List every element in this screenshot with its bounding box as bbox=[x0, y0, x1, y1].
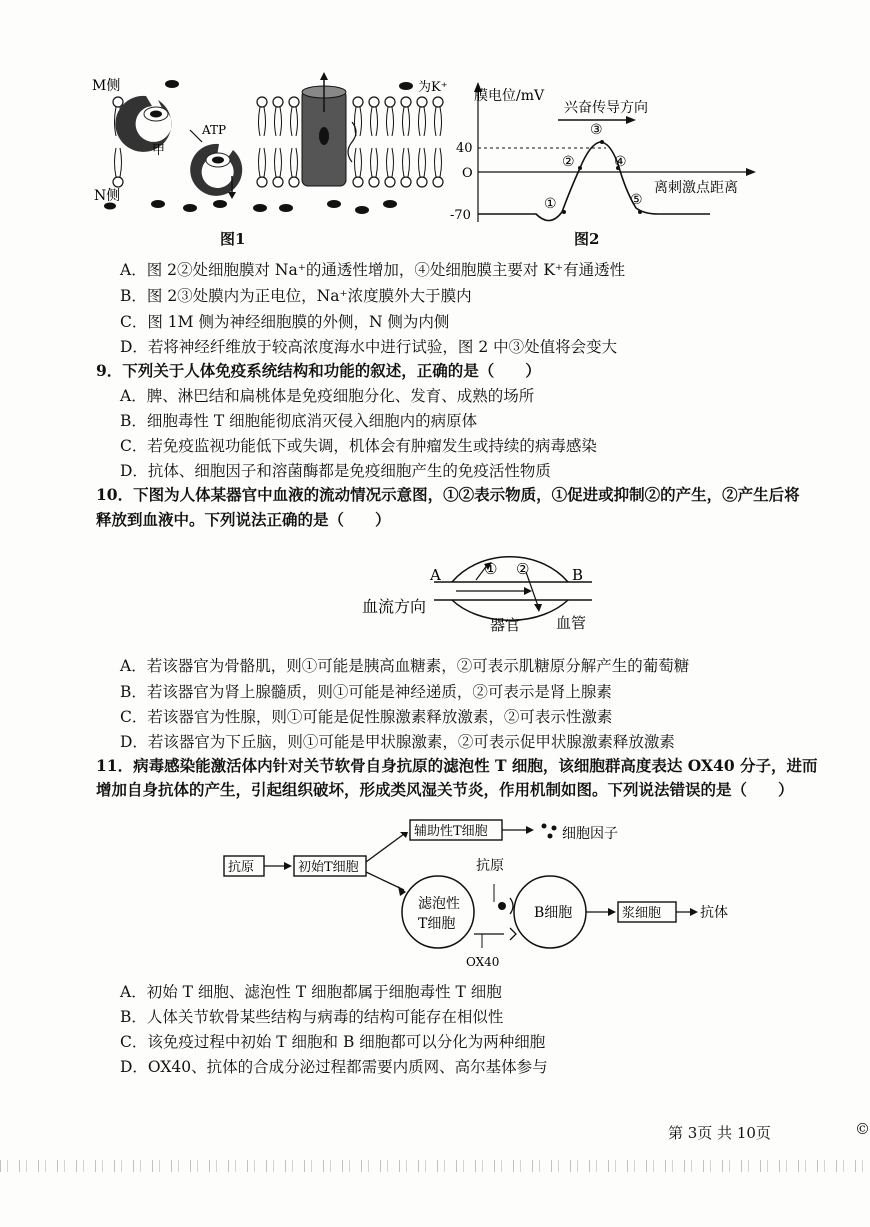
follicular-label-2: T细胞 bbox=[418, 916, 456, 932]
follicular-label-1: 滤泡性 bbox=[418, 896, 460, 912]
lipid-head bbox=[369, 97, 379, 107]
lipid-tail bbox=[259, 107, 266, 136]
q11-option-d: D．OX40、抗体的合成分泌过程都需要内质网、高尔基体参与 bbox=[120, 1058, 548, 1076]
y-axis-label: 膜电位/mV bbox=[474, 88, 545, 104]
blood-flow-label: 血流方向 bbox=[362, 597, 427, 616]
lipid-tail bbox=[419, 148, 426, 177]
q11-option-a: A．初始 T 细胞、滤泡性 T 细胞都属于细胞毒性 T 细胞 bbox=[120, 983, 502, 1001]
follicular-t-cell bbox=[402, 876, 474, 948]
q11-stem-line2: 增加自身抗体的产生，引起组织破坏，形成类风湿关节炎，作用机制如图。下列说法错误的是（ ） bbox=[96, 780, 794, 799]
lipid-head bbox=[289, 177, 299, 187]
lipid-tail bbox=[403, 107, 410, 136]
plasma-cell-label: 浆细胞 bbox=[622, 906, 662, 921]
point-2: ② bbox=[562, 154, 575, 170]
vessel-label: 血管 bbox=[556, 614, 587, 632]
q9-stem: 9．下列关于人体免疫系统结构和功能的叙述，正确的是（ ） bbox=[96, 361, 541, 380]
cytokine-label: 细胞因子 bbox=[562, 826, 618, 842]
lipid-head bbox=[417, 97, 427, 107]
cytokine-dots bbox=[542, 824, 557, 839]
tick-neg70: -70 bbox=[450, 208, 471, 223]
lipid-head bbox=[113, 177, 123, 187]
lipid-tail bbox=[291, 148, 298, 177]
lipid-tail bbox=[403, 148, 410, 177]
lipid-tail bbox=[275, 148, 282, 177]
antigen2-label: 抗原 bbox=[476, 858, 504, 874]
q9-option-c: C．若免疫监视功能低下或失调，机体会有肿瘤发生或持续的病毒感染 bbox=[120, 437, 597, 455]
q11-mechanism-diagram bbox=[220, 816, 740, 976]
lipid-head bbox=[289, 97, 299, 107]
point-5: ⑤ bbox=[630, 192, 643, 208]
q8-option-a: A．图 2②处细胞膜对 Na⁺的通透性增加，④处细胞膜主要对 K⁺有通透性 bbox=[120, 261, 626, 279]
q11-stem-line1: 11．病毒感染能激活体内针对关节软骨自身抗原的滤泡性 T 细胞，该细胞群高度表达 OX40 分子，进而 bbox=[96, 756, 818, 775]
figure1-membrane-diagram bbox=[90, 72, 450, 220]
q9-option-b: B．细胞毒性 T 细胞能彻底消灭侵入细胞内的病原体 bbox=[120, 412, 478, 430]
lipid-head bbox=[385, 97, 395, 107]
lipid-tail bbox=[115, 148, 122, 177]
organ-label: 器官 bbox=[490, 616, 521, 634]
lipid-head bbox=[353, 177, 363, 187]
point-4: ④ bbox=[614, 154, 627, 170]
figure1-caption: 图1 bbox=[220, 230, 246, 248]
corner-mark: © bbox=[855, 1120, 870, 1138]
q10-option-d: D．若该器官为下丘脑，则①可能是甲状腺激素，②可表示促甲状腺激素释放激素 bbox=[120, 733, 675, 751]
antigen-particle bbox=[498, 902, 506, 910]
helper-t-label: 辅助性T细胞 bbox=[414, 824, 488, 839]
q8-option-c: C．图 1M 侧为神经细胞膜的外侧，N 侧为内侧 bbox=[120, 313, 450, 331]
lipid-head bbox=[273, 177, 283, 187]
q9-option-a: A．脾、淋巴结和扁桃体是免疫细胞分化、发育、成熟的场所 bbox=[120, 387, 535, 405]
q8-option-b: B．图 2③处膜内为正电位，Na⁺浓度膜外大于膜内 bbox=[120, 287, 472, 305]
lipid-head bbox=[353, 97, 363, 107]
point-b-label: B bbox=[572, 566, 584, 584]
direction-label: 兴奋传导方向 bbox=[564, 100, 648, 116]
page-number: 第 3页 共 10页 bbox=[668, 1124, 771, 1142]
jia-label: 甲 bbox=[152, 143, 166, 158]
lipid-head bbox=[257, 177, 267, 187]
x-axis-label: 离刺激点距离 bbox=[654, 180, 738, 196]
q10-stem-line2: 释放到血液中。下列说法正确的是（ ） bbox=[96, 510, 391, 529]
lipid-head bbox=[385, 177, 395, 187]
q9-option-d: D．抗体、细胞因子和溶菌酶都是免疫细胞产生的免疫活性物质 bbox=[120, 462, 551, 480]
k-legend-label: 为K⁺ bbox=[418, 80, 448, 95]
channel-protein bbox=[302, 72, 346, 186]
q10-stem-line1: 10．下图为人体某器官中血液的流动情况示意图，①②表示物质，①促进或抑制②的产生，②产生后将 bbox=[96, 485, 800, 504]
lipid-tail bbox=[291, 107, 298, 136]
q10-blood-flow-diagram bbox=[360, 546, 610, 642]
q11-option-c: C．该免疫过程中初始 T 细胞和 B 细胞都可以分化为两种细胞 bbox=[120, 1033, 546, 1051]
atp-label: ATP bbox=[202, 123, 227, 137]
tick-0: O bbox=[462, 166, 473, 181]
naive-t-label: 初始T细胞 bbox=[298, 860, 359, 875]
figure2-potential-graph bbox=[440, 80, 760, 230]
point-a-label: A bbox=[430, 566, 441, 584]
lipid-tail bbox=[419, 107, 426, 136]
lipid-tail bbox=[259, 148, 266, 177]
n-side-label: N侧 bbox=[94, 188, 121, 204]
lipid-head bbox=[369, 177, 379, 187]
lipid-tail bbox=[387, 107, 394, 136]
antibody-label: 抗体 bbox=[700, 905, 728, 921]
lipid-head bbox=[113, 97, 123, 107]
b-cell-label: B细胞 bbox=[534, 905, 573, 921]
lipid-tail bbox=[387, 148, 394, 177]
q10-option-c: C．若该器官为性腺，则①可能是促性腺激素释放激素，②可表示性激素 bbox=[120, 708, 613, 726]
q10-option-b: B．若该器官为肾上腺髓质，则①可能是神经递质，②可表示是肾上腺素 bbox=[120, 683, 612, 701]
ox40-label: OX40 bbox=[466, 955, 500, 969]
substance-1-label: ① bbox=[484, 560, 498, 578]
q8-option-d: D．若将神经纤维放于较高浓度海水中进行试验，图 2 中③处值将会变大 bbox=[120, 338, 618, 356]
point-1: ① bbox=[544, 196, 557, 212]
lipid-tail bbox=[275, 107, 282, 136]
lipid-tail bbox=[355, 148, 362, 177]
scan-noise-strip bbox=[0, 1160, 868, 1172]
lipid-head bbox=[273, 97, 283, 107]
lipid-head bbox=[401, 97, 411, 107]
lipid-tail bbox=[371, 148, 378, 177]
substance-2-label: ② bbox=[516, 560, 530, 578]
lipid-tail bbox=[371, 107, 378, 136]
tick-40: 40 bbox=[456, 141, 473, 156]
lipid-head bbox=[401, 177, 411, 187]
lipid-head bbox=[257, 97, 267, 107]
point-3: ③ bbox=[590, 122, 603, 138]
m-side-label: M侧 bbox=[92, 78, 121, 94]
q11-option-b: B．人体关节软骨某些结构与病毒的结构可能存在相似性 bbox=[120, 1008, 504, 1026]
carrier-protein-closed bbox=[190, 144, 242, 199]
lipid-head bbox=[417, 177, 427, 187]
figure2-caption: 图2 bbox=[574, 230, 600, 248]
antigen-label: 抗原 bbox=[228, 860, 255, 875]
q10-option-a: A．若该器官为骨骼肌，则①可能是胰高血糖素，②可表示肌糖原分解产生的葡萄糖 bbox=[120, 657, 690, 675]
